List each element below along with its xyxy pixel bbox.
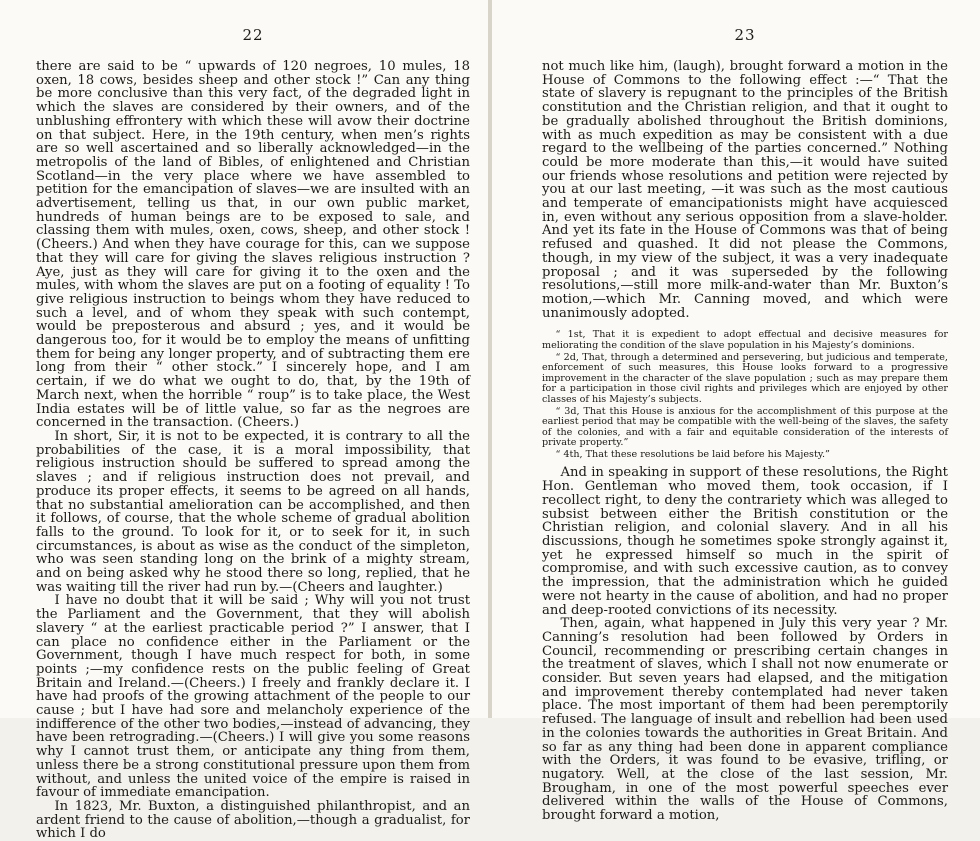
left-page (0, 0, 488, 841)
resolutions-list (542, 330, 948, 460)
resolution-item: “ 1st, That it is expedient to adopt effectual and decisive measures for meliorating the condition of the slave population in his Majesty’s dominions. (542, 329, 948, 351)
resolution-item: “ 4th, That these resolutions be laid before his Majesty.” (555, 448, 830, 460)
page-number: 22 (242, 26, 264, 44)
resolution-item: “ 3d, That this House is anxious for the accomplishment of this purpose at the earliest period that may be compatible with the well-being of the slaves, the safety of the colonies, and with a fair and equitable consideration of the interests of private property.” (542, 405, 948, 449)
right-page (492, 0, 980, 824)
paragraph: I have no doubt that it will be said ; Why will you not trust the Parliament and the Government, that they will abolish slavery “ at the earliest practicable period ?” I answer, that I can place no confidence either in the Parliament or the Government, though I have much respect for both, in some points ;—my confidence rests on the public feeling of Great Britain and Ireland.—(Cheers.) I freely and frankly declare it. I have had proofs of the growing attachment of the people to our cause ; but I have had sore and melancholy experience of the indifference of the other two bodies,—instead of advancing, they have been retrograding.—(Cheers.) I will give you some reasons why I cannot trust them, or anticipate any thing from them, unless there be a strong constitutional pressure upon them from without, and unless the united voice of the empire is raised in favour of immediate emancipation. (36, 593, 470, 801)
paragraph: In short, Sir, it is not to be expected, it is contrary to all the probabilities of the case, it is a moral impossibility, that religious instruction should be suffered to spread among the slaves ; and if religious instruction does not prevail, and produce its proper effects, it seems to be agreed on all hands, that no substantial amelioration can be accomplished, and then it follows, of course, that the whole scheme of gradual abolition falls to the ground. To look for it, or to seek for it, in such circumstances, is about as wise as the conduct of the simpleton, who was seen standing long on the brink of a mighty stream, and on being asked why he stood there so long, replied, that he was waiting till the river had run by.—(Cheers and laughter.) (36, 428, 470, 595)
resolution-item: “ 2d, That, through a determined and persevering, but judicious and temperate, enforcement of such measures, this House looks forward to a progressive improvement in the character of the slave population ; such as may prepare them for a participation in those civil rights and privileges which are enjoyed by other classes of his Majesty’s subjects. (542, 351, 948, 405)
paragraph: there are said to be “ upwards of 120 negroes, 10 mules, 18 oxen, 18 cows, besides sheep and other stock !” Can any thing be more conclusive than this very fact, of the degraded light in which the slaves are considered by their owners, and of the unblushing effrontery with which these will avow their doctrine on that subject. Here, in the 19th century, when men’s rights are so well ascertained and so liberally acknowledged—in the metropolis of the land of Bibles, of enlightened and Christian Scotland—in the very place where we have assembled to petition for the emancipation of slaves—we are insulted with an advertisement, telling us that, in our own public market, hundreds of human beings are to be exposed to sale, and classing them with mules, oxen, cows, sheep, and other stock ! (Cheers.) And when they have courage for this, can we suppose that they will care for giving the slaves religious instruction ? Aye, just as they will care for giving it to the oxen and the mules, with whom the slaves are put on a footing of equality ! To give religious instruction to beings whom they have reduced to such a level, and of whom they speak with such contempt, would be preposterous and absurd ; yes, and it would be dangerous too, for it would be to employ the means of unfitting them for being any longer property, and of subtracting them ere long from their “ other stock.” I sincerely hope, and I am certain, if we do what we ought to do, that, by the 19th of March next, when the horrible “ roup” is to take place, the West India estates will be of little value, so far as the negroes are concerned in the transaction. (Cheers.) (36, 59, 470, 431)
paragraph: In 1823, Mr. Buxton, a distinguished philanthropist, and an ardent friend to the cause of abolition,—though a gradualist, for which I do (36, 798, 470, 841)
paragraph: And in speaking in support of these resolutions, the Right Hon. Gentleman who moved them, took occasion, if I recollect right, to deny the contrariety which was alleged to subsist between either the British constitution or the Christian religion, and colonial slavery. And in all his discussions, though he sometimes spoke strongly against it, yet he expressed himself so much in the spirit of compromise, and with such excessive caution, as to convey the impression, that the administration which he guided were not hearty in the cause of abolition, and had no proper and deep-rooted convictions of its necessity. (542, 465, 948, 618)
page-number: 23 (734, 26, 756, 44)
paragraph: not much like him, (laugh), brought forward a motion in the House of Commons to the following effect :—“ That the state of slavery is repugnant to the principles of the British constitution and the Christian religion, and that it ought to be gradually abolished throughout the British dominions, with as much expedition as may be consistent with a due regard to the wellbeing of the parties concerned.” Nothing could be more moderate than this,—it would have suited our friends whose resolutions and petition were rejected by you at our last meeting, —it was such as the most cautious and temperate of emancipationists might have acquiesced in, even without any serious opposition from a slave-holder. And yet its fate in the House of Commons was that of being refused and quashed. It did not please the Commons, though, in my view of the subject, it was a very inadequate proposal ; and it was superseded by the following resolutions,—still more milk-and-water than Mr. Buxton’s motion,—which Mr. Canning moved, and which were unanimously adopted. (542, 59, 948, 321)
paragraph: Then, again, what happened in July this very year ? Mr. Canning’s resolution had been followed by Orders in Council, recommending or prescribing certain changes in the treatment of slaves, which I shall not now enumerate or consider. But seven years had elapsed, and the mitigation and improvement thereby contemplated had never taken place. The most important of them had been peremptorily refused. The language of insult and rebellion had been used in the colonies towards the authorities in Great Britain. And so far as any thing had been done in apparent compliance with the Orders, it was found to be evasive, trifling, or nugatory. Well, at the close of the last session, Mr. Brougham, in one of the most powerful speeches ever delivered within the walls of the House of Commons, brought forward a motion, (542, 616, 948, 824)
